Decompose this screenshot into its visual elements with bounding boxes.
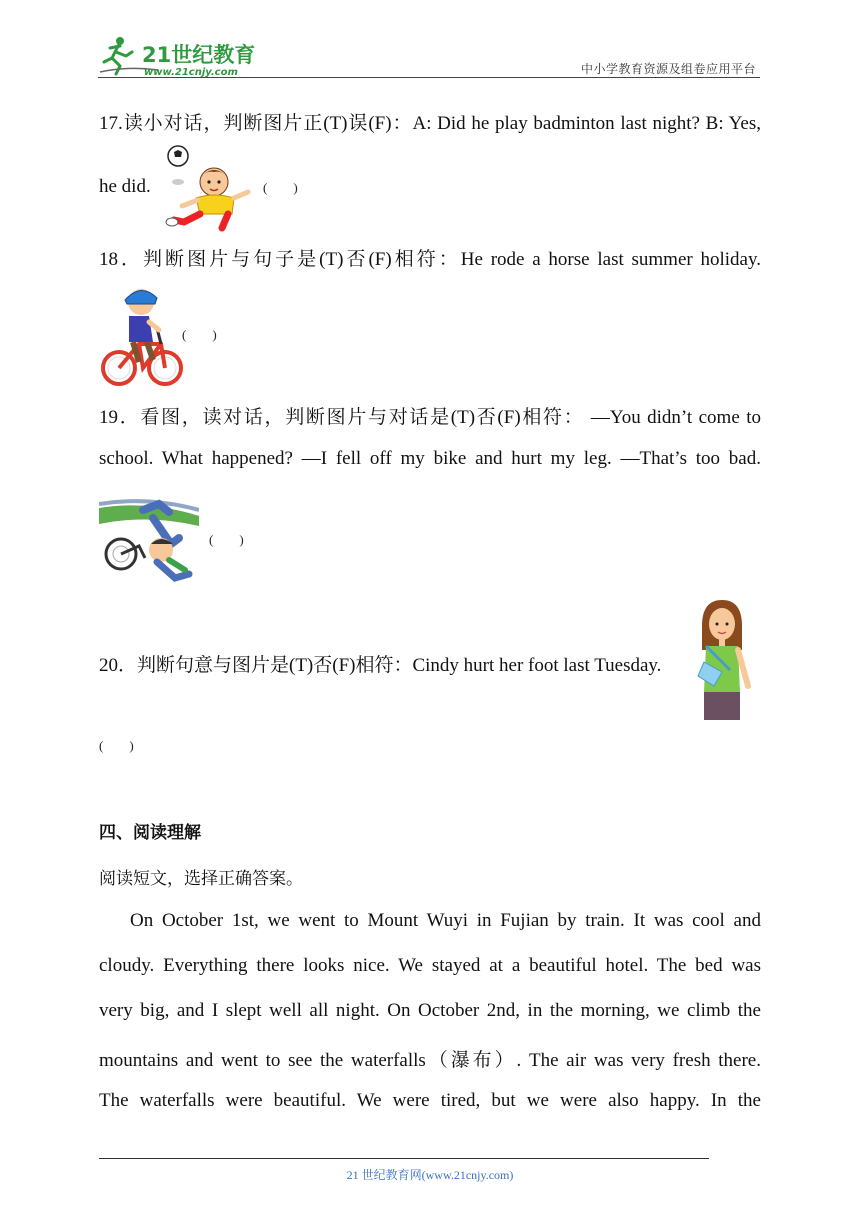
site-logo[interactable]: [98, 32, 268, 78]
q19-answer-blank[interactable]: ( ): [209, 532, 244, 547]
q18-line1: 18．判断图片与句子是(T)否(F)相符：He rode a horse last summer holiday.: [99, 249, 761, 270]
svg-text:21世纪教育: 21世纪教育: [142, 43, 256, 67]
girl-with-arm-sling-image: [692, 600, 752, 720]
header-divider: [98, 77, 760, 78]
passage-line-3: very big, and I slept well all night. On October 2nd, in the morning, we climb the: [99, 1000, 761, 1021]
svg-text:www.21cnjy.com: www.21cnjy.com: [144, 67, 238, 78]
section-title: 四、阅读理解: [99, 823, 201, 843]
q20-line1: 20．判断句意与图片是(T)否(F)相符：Cindy hurt her foot last Tuesday.: [99, 655, 662, 676]
boy-falling-off-bike-image: [99, 498, 199, 584]
q18-answer-blank[interactable]: ( ): [182, 327, 217, 342]
q17-line2: he did.: [99, 176, 151, 197]
passage-line-4: mountains and went to see the waterfalls（瀑布）. The air was very fresh there.: [99, 1050, 761, 1071]
boy-riding-bike-image: [99, 282, 185, 388]
header-platform-text: 中小学教育资源及组卷应用平台: [580, 62, 756, 76]
q17-answer-blank[interactable]: ( ): [263, 180, 298, 195]
q20-answer-blank[interactable]: ( ): [99, 738, 134, 753]
runner-logo-icon: [98, 32, 268, 78]
passage-line-1: On October 1st, we went to Mount Wuyi in Fujian by train. It was cool and: [130, 910, 761, 931]
q19-line1: 19．看图，读对话，判断图片与对话是(T)否(F)相符： —You didn’t come to: [99, 407, 761, 428]
footer-link[interactable]: 21 世纪教育网(www.21cnjy.com): [346, 1168, 514, 1182]
q17-line1: 17.读小对话，判断图片正(T)误(F)：A: Did he play badminton last night? B: Yes,: [99, 113, 761, 134]
page-header: [98, 32, 758, 78]
section-instruction: 阅读短文，选择正确答案。: [99, 869, 303, 889]
q19-line2: school. What happened? —I fell off my bike and hurt my leg. —That’s too bad.: [99, 448, 761, 469]
passage-line-2: cloudy. Everything there looks nice. We stayed at a beautiful hotel. The bed was: [99, 955, 761, 976]
footer-divider: [99, 1158, 709, 1159]
boy-kicking-ball-image: [162, 144, 252, 234]
passage-line-5: The waterfalls were beautiful. We were tired, but we were also happy. In the: [99, 1090, 761, 1111]
